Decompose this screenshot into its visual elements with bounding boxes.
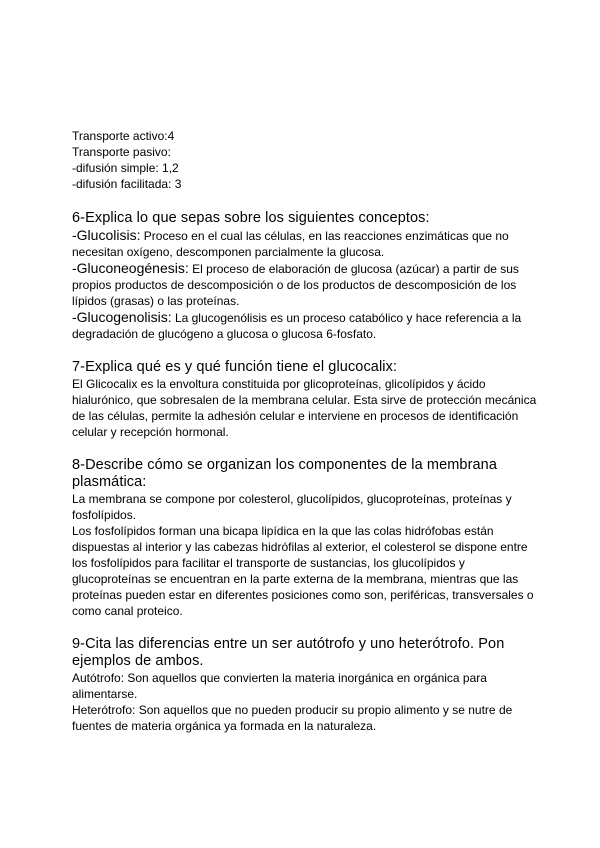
concept-definition: Proceso en el cual las células, en las reacciones enzimáticas que no necesitan oxígeno, descomponen parcialmente la glucosa. <box>72 229 509 259</box>
question-7-heading: 7-Explica qué es y qué función tiene el glucocalix: <box>72 359 398 375</box>
concept-glucolisis <box>72 227 537 260</box>
question-8-section <box>72 457 537 619</box>
concept-glucogenolisis <box>72 309 537 342</box>
question-8-heading: 8-Describe cómo se organizan los componentes de la membrana plasmática: <box>72 457 498 490</box>
transport-passive-line: Transporte pasivo: <box>72 145 171 159</box>
concept-term: -Glucolisis: <box>72 227 141 243</box>
question-8-paragraph: La membrana se compone por colesterol, glucolípidos, glucoproteínas, proteínas y fosfolípidos. <box>72 492 512 522</box>
question-9-paragraph-heterotrofo: Heterótrofo: Son aquellos que no pueden producir su propio alimento y se nutre de fuentes de materia orgánica ya formada en la naturaleza. <box>72 703 513 733</box>
concept-definition: El proceso de elaboración de glucosa (azúcar) a partir de sus propios productos de descomposición o de los productos de descomposición de los lípidos (grasas) o las proteínas. <box>72 262 519 308</box>
concept-definition: La glucogenólisis es un proceso catabólico y hace referencia a la degradación de glucógeno a glucosa o glucosa 6-fosfato. <box>72 311 522 341</box>
transport-active-line: Transporte activo:4 <box>72 129 175 143</box>
question-6-section <box>72 210 537 342</box>
question-9-heading: 9-Cita las diferencias entre un ser autótrofo y uno heterótrofo. Pon ejemplos de ambos. <box>72 636 505 669</box>
facilitated-diffusion-line: -difusión facilitada: 3 <box>72 177 182 191</box>
question-6-heading: 6-Explica lo que sepas sobre los siguientes conceptos: <box>72 210 430 226</box>
question-7-section <box>72 359 537 440</box>
transport-section <box>72 128 537 192</box>
document-body <box>72 128 537 734</box>
concept-gluconeogenesis <box>72 260 537 309</box>
question-7-answer: El Glicocalix es la envoltura constituida por glicoproteínas, glicolípidos y ácido hialurónico, que sobresalen de la membrana celular. Esta sirve de protección mecánica de las células, permite la adhesión celular e interviene en procesos de identificación celular y recepción hormonal. <box>72 377 537 439</box>
simple-diffusion-line: -difusión simple: 1,2 <box>72 161 179 175</box>
question-8-paragraph: Los fosfolípidos forman una bicapa lipídica en la que las colas hidrófobas están dispuestas al interior y las cabezas hidrófilas al exterior, el colesterol se dispone entre los fosfolípidos para facilitar el transporte de sustancias, los glucolípidos y glucoproteínas se encuentran en la parte externa de la membrana, mientras que las proteínas pueden estar en diferentes posiciones como son, periféricas, transversales o como canal proteico. <box>72 524 534 618</box>
question-9-section <box>72 636 537 734</box>
question-9-paragraph-autotrofo: Autótrofo: Son aquellos que convierten la materia inorgánica en orgánica para alimentarse. <box>72 671 487 701</box>
concept-term: -Glucogenolisis: <box>72 309 172 325</box>
concept-term: -Gluconeogénesis: <box>72 260 189 276</box>
